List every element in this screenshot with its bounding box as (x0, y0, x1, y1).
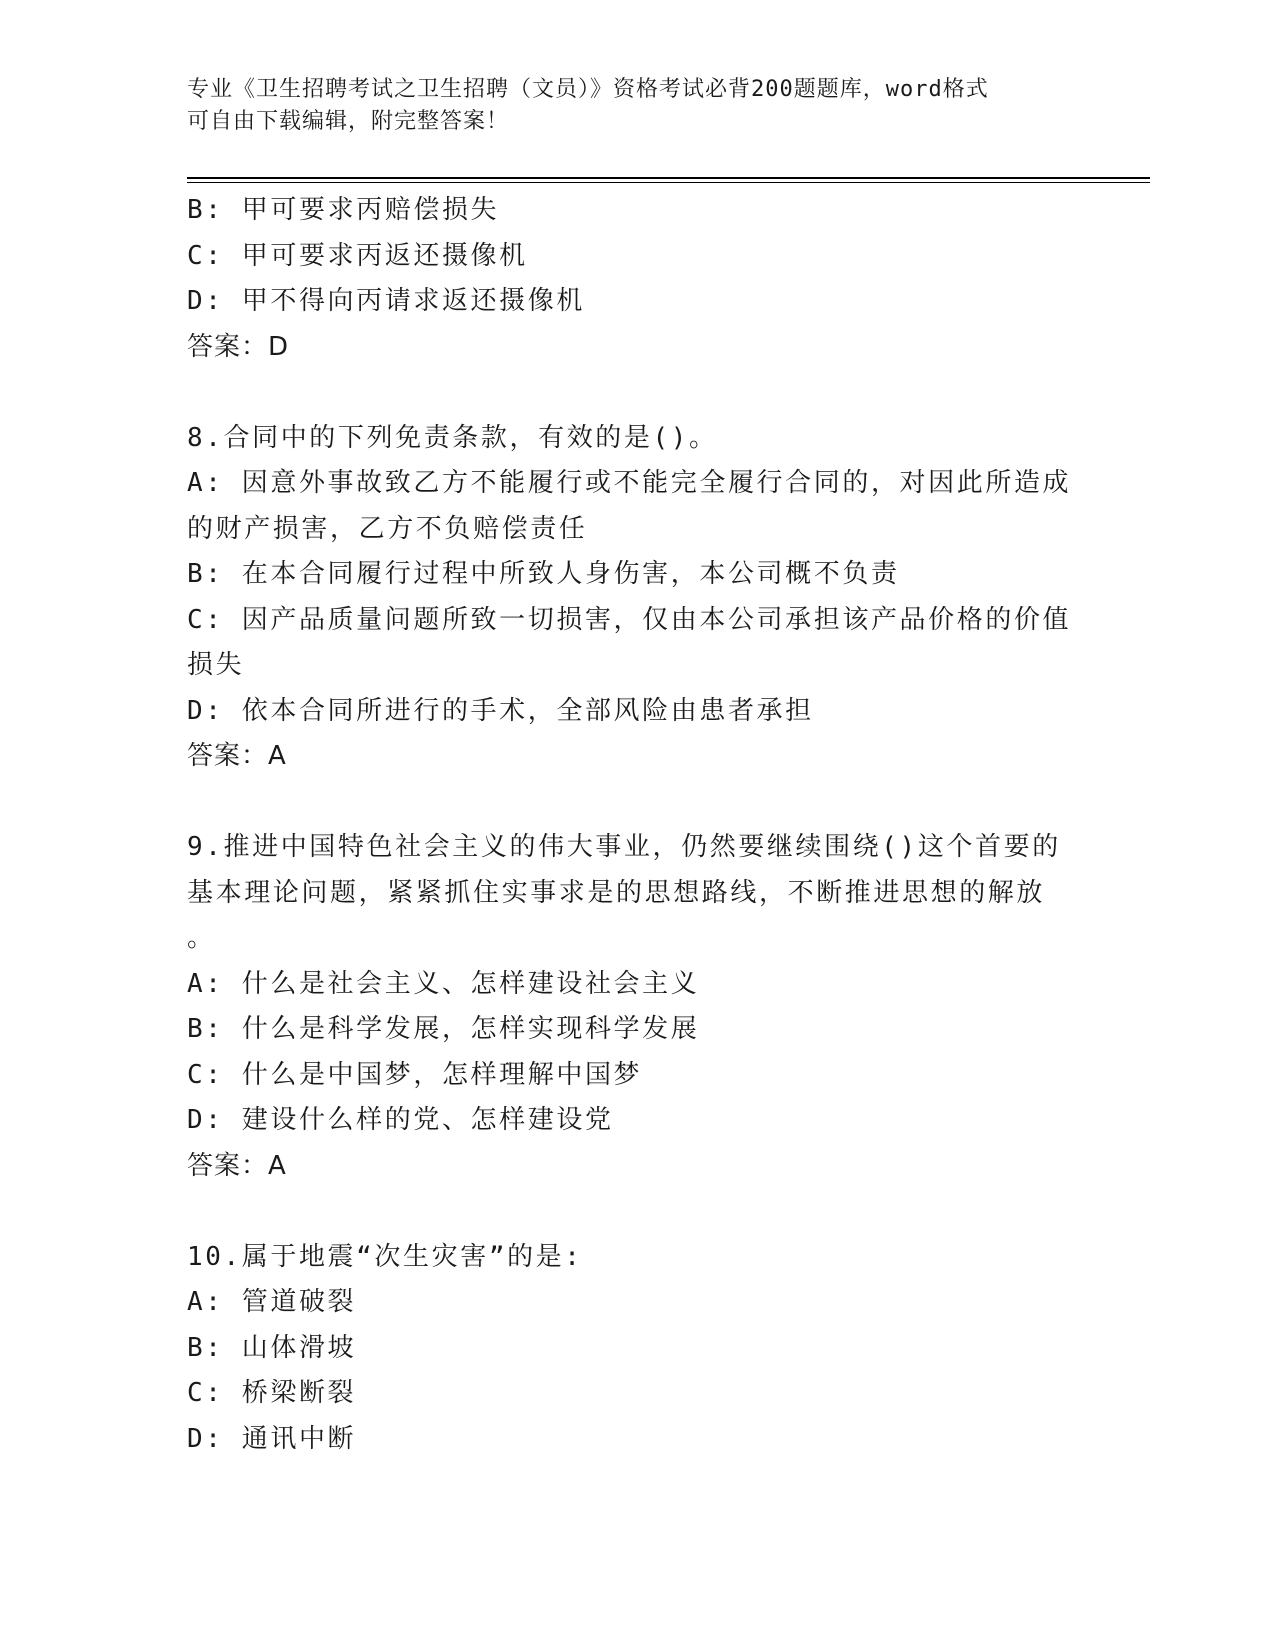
q9-question-line-3: 。 (187, 923, 216, 953)
header-divider-thin (187, 182, 1150, 183)
question-block-10 (187, 1235, 1087, 1463)
q7-option-c: C: 甲可要求丙返还摄像机 (187, 240, 528, 271)
q8-option-c-line-2: 损失 (187, 650, 245, 680)
q8-answer: 答案：A (187, 741, 287, 771)
q8-option-b: B: 在本合同履行过程中所致人身伤害，本公司概不负责 (187, 559, 900, 589)
q9-option-b: B: 什么是科学发展，怎样实现科学发展 (187, 1014, 700, 1044)
spacer (187, 780, 1087, 826)
q7-option-d: D: 甲不得向丙请求返还摄像机 (187, 286, 585, 316)
q10-option-b: B: 山体滑坡 (187, 1332, 357, 1363)
q7-answer: 答案：D (187, 331, 290, 362)
q9-answer: 答案：A (187, 1150, 287, 1181)
header-title-line-2: 可自由下载编辑，附完整答案！ (187, 109, 510, 134)
q10-option-a: A: 管道破裂 (187, 1287, 357, 1317)
spacer (187, 370, 1087, 416)
q8-question: 8.合同中的下列免责条款，有效的是()。 (187, 422, 718, 453)
q9-option-d: D: 建设什么样的党、怎样建设党 (187, 1105, 614, 1135)
q7-option-b: B: 甲可要求丙赔偿损失 (187, 195, 500, 225)
q10-question: 10.属于地震“次生灾害”的是: (187, 1241, 583, 1272)
q8-option-a-line-1: A: 因意外事故致乙方不能履行或不能完全履行合同的，对因此所造成 (187, 468, 1072, 498)
q9-question-line-2: 基本理论问题，紧紧抓住实事求是的思想路线，不断推进思想的解放 (187, 877, 1046, 908)
q10-option-c: C: 桥梁断裂 (187, 1378, 357, 1408)
q9-option-a: A: 什么是社会主义、怎样建设社会主义 (187, 968, 700, 999)
q10-option-d: D: 通讯中断 (187, 1423, 357, 1454)
q9-question-line-1: 9.推进中国特色社会主义的伟大事业，仍然要继续围绕()这个首要的 (187, 832, 1061, 862)
question-block-7 (187, 188, 1087, 370)
question-block-9 (187, 825, 1087, 1189)
q8-option-c-line-1: C: 因产品质量问题所致一切损害，仅由本公司承担该产品价格的价值 (187, 604, 1072, 635)
q8-option-d: D: 依本合同所进行的手术，全部风险由患者承担 (187, 695, 814, 726)
q8-option-a-line-2: 的财产损害，乙方不负赔偿责任 (187, 513, 588, 544)
header-title-line-1: 专业《卫生招聘考试之卫生招聘（文员）》资格考试必背200题题库，word格式 (187, 77, 989, 102)
header-divider-thick (187, 177, 1150, 179)
document-body (187, 188, 1087, 1462)
question-block-8 (187, 416, 1087, 780)
document-header (187, 74, 1067, 138)
q9-option-c: C: 什么是中国梦，怎样理解中国梦 (187, 1059, 643, 1090)
spacer (187, 1189, 1087, 1235)
